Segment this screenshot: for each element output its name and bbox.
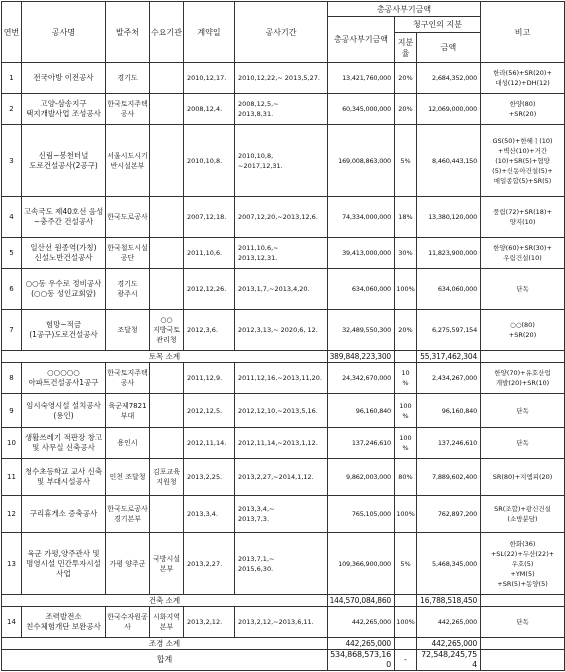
cell-project: 청수초등학교 교사 신축 및 부대시설공사 [22,459,106,496]
cell-total-amount: 39,413,000,000 [328,238,395,269]
cell-period: 2011,10,6,~ 2013,12,31. [235,238,328,269]
cell-total-amount: 169,008,863,000 [328,125,395,197]
cell-share: 5% [395,125,417,197]
header-claimant-group: 청구인의 지분 [395,17,481,33]
cell-demand [150,363,184,394]
table-row [2,238,565,269]
cell-note: 단독 [481,607,565,638]
cell-contract-date: 2013,2,25. [184,459,235,496]
cell-demand [150,394,184,428]
header-amount-group: 총공사부기금액 [328,2,481,17]
cell-demand [150,197,184,238]
cell-share: 100% [395,269,417,310]
cell-share: 20% [395,63,417,94]
cell-period: 2012,12,10,~2013,5,16. [235,394,328,428]
subtotal-landscape-row-claim-amount: 442,265,000 [417,638,481,650]
header-note: 비고 [481,2,565,63]
table-row [2,459,565,496]
cell-no: 9 [2,394,22,428]
cell-share: 5% [395,533,417,595]
header-contract-date: 계약일 [184,2,235,63]
cell-total-amount: 13,421,760,000 [328,63,395,94]
header-total-amount: 총공사부기금액 [328,17,395,63]
cell-note: GS(50)+한혜ㅣ(10) +벽산(10)+거간 (10)+SR(5)+협양 (5)+신동아건설(5)+ 매일종합(5)+SR(5) [481,125,565,197]
cell-demand: 시화지역본부 [150,607,184,638]
cell-contract-date: 2013,3,4. [184,496,235,533]
cell-note: 단독 [481,428,565,459]
subtotal-landscape-row-note [481,638,565,650]
cell-period: 2007,12,20,~2013,12,6. [235,197,328,238]
table-row [2,394,565,428]
cell-contract-date: 2012,12,5. [184,394,235,428]
grand-total-row-total-amount: 534,868,573,160 [328,650,395,671]
cell-period: 2011,12,16,~2013,11,20. [235,363,328,394]
cell-demand: 국방시설본부 [150,533,184,595]
table-row [2,125,565,197]
cell-claim-amount: 137,246,610 [417,428,481,459]
cell-client: 한국도로공사 경기본부 [106,496,150,533]
cell-project: 고속국도 제40호선 음성~충주간 건설공사 [22,197,106,238]
table-row [2,269,565,310]
cell-share: 20% [395,94,417,125]
cell-project: 험망~적금 (1공구)도로건설공사 [22,310,106,351]
header-client: 발주처 [106,2,150,63]
subtotal-civil-row-share [395,351,417,363]
cell-client: 경기도 광주시 [106,269,150,310]
header-period: 공사기간 [235,2,328,63]
cell-project: 생활쓰레기 적판장 창고 및 사무실 신축공사 [22,428,106,459]
cell-project: 신림~봉천터널 도로건설공사(2공구) [22,125,106,197]
header-project: 공사명 [22,2,106,63]
subtotal-building-row-total-amount: 144,570,084,860 [328,595,395,607]
cell-total-amount: 96,160,840 [328,394,395,428]
subtotal-landscape-row-label: 조경 소계 [2,638,328,650]
cell-contract-date: 2010,12,17. [184,63,235,94]
cell-client: 가평 양주군 [106,533,150,595]
cell-client: 서울시도시기반시설본부 [106,125,150,197]
cell-contract-date: 2011,10,6. [184,238,235,269]
cell-no: 6 [2,269,22,310]
cell-period: 2010,10,8, ~2017,12,31. [235,125,328,197]
cell-note: 단독 [481,269,565,310]
table-row [2,607,565,638]
cell-demand [150,238,184,269]
cell-share: 100% [395,607,417,638]
cell-note: SR(조합)+광신건설 (소방분담) [481,496,565,533]
cell-period: 2012,3,13,~ 2020,6, 12. [235,310,328,351]
cell-contract-date: 2013,2,12. [184,607,235,638]
cell-period: 2013,2,12,~2013,6,11. [235,607,328,638]
cell-project: 육군 가평,양주관사 및 명영시설 민간투자시설 사업 [22,533,106,595]
cell-total-amount: 109,366,900,000 [328,533,395,595]
cell-no: 10 [2,428,22,459]
cell-total-amount: 74,334,000,000 [328,197,395,238]
cell-client: 경기도 [106,63,150,94]
cell-claim-amount: 762,897,200 [417,496,481,533]
table-row [2,496,565,533]
subtotal-building-row-note [481,595,565,607]
cell-client: 한국수자원공사 [106,607,150,638]
cell-contract-date: 2013,2,27. [184,533,235,595]
cell-no: 1 [2,63,22,94]
table-row [2,428,565,459]
cell-total-amount: 634,060,000 [328,269,395,310]
cell-share: 30% [395,238,417,269]
cell-contract-date: 2011,12,9. [184,363,235,394]
cell-total-amount: 765,105,000 [328,496,395,533]
cell-period: 2008,12,5,~ 2013,8,31. [235,94,328,125]
cell-claim-amount: 7,889,602,400 [417,459,481,496]
cell-demand [150,125,184,197]
header-demand: 수요기관 [150,2,184,63]
grand-total-row-claim-amount: 72,548,245,754 [417,650,481,671]
cell-period: 2013,7,1,~ 2015,6,30. [235,533,328,595]
cell-note: 한라(56)+SR(20)+ 대성(12)+DH(12) [481,63,565,94]
subtotal-building-row-label: 건축 소계 [2,595,328,607]
subtotal-landscape-row-total-amount: 442,265,000 [328,638,395,650]
cell-demand [150,63,184,94]
cell-no: 5 [2,238,22,269]
cell-client: 한국도로공사 [106,197,150,238]
cell-share: 20% [395,310,417,351]
cell-no: 13 [2,533,22,595]
subtotal-building-row [2,595,565,607]
cell-demand [150,428,184,459]
subtotal-civil-row-total-amount: 389,848,223,300 [328,351,395,363]
table-row [2,63,565,94]
cell-share: 100 % [395,394,417,428]
cell-share: 10 % [395,363,417,394]
cell-no: 11 [2,459,22,496]
cell-claim-amount: 96,160,840 [417,394,481,428]
cell-client: 용인시 [106,428,150,459]
cell-project: 일산선 원종역(가칭) 신설노반건설공사 [22,238,106,269]
cell-demand [150,269,184,310]
header-claim-amount: 금액 [417,33,481,63]
header-no: 연번 [2,2,22,63]
cell-note: 한양(70)+유호산업 개발(20)+SR(10) [481,363,565,394]
cell-claim-amount: 8,460,443,150 [417,125,481,197]
grand-total-row [2,650,565,671]
table-row [2,197,565,238]
subtotal-building-row-claim-amount: 16,788,518,450 [417,595,481,607]
cell-no: 3 [2,125,22,197]
contracts-table [1,1,565,671]
cell-period: 2013,1,7,~2013,4,20. [235,269,328,310]
header-share: 지분율 [395,33,417,63]
cell-contract-date: 2012,11,14. [184,428,235,459]
cell-project: 조력발전소 친수체험개단 보완공사 [22,607,106,638]
cell-project: 구리휴게소 증축공사 [22,496,106,533]
cell-share: 80% [395,459,417,496]
cell-project: ○○○○○아파트건설공사1공구 [22,363,106,394]
cell-contract-date: 2008,12,4. [184,94,235,125]
cell-demand [150,496,184,533]
cell-period: 2013,2,27,~2014,1,12. [235,459,328,496]
cell-note: 한양(80) +SR(20) [481,94,565,125]
cell-total-amount: 9,862,003,000 [328,459,395,496]
grand-total-row-note [481,650,565,671]
cell-no: 4 [2,197,22,238]
cell-contract-date: 2010,10,8. [184,125,235,197]
cell-project: ○○동 우수로 정비공사 (○○동 성인교회앞) [22,269,106,310]
cell-note: 단독 [481,394,565,428]
cell-claim-amount: 5,468,345,000 [417,533,481,595]
cell-client: 한국토지주택공사 [106,363,150,394]
cell-note: 한양(60)+SR(30)+ 우림건설(10) [481,238,565,269]
table-body [2,63,565,671]
cell-claim-amount: 2,434,267,000 [417,363,481,394]
table-row [2,310,565,351]
table-row [2,363,565,394]
table-row [2,94,565,125]
cell-no: 12 [2,496,22,533]
subtotal-landscape-row [2,638,565,650]
cell-note: 한화(36) +SL(22)+두산(22)+ 우호(5) +YM(5) +SR(5)+동양(5) [481,533,565,595]
table-row [2,533,565,595]
cell-period: 2013,3,4,~ 2013,7,3. [235,496,328,533]
subtotal-landscape-row-share [395,638,417,650]
cell-period: 2012,11,14,~2013,1,12. [235,428,328,459]
cell-contract-date: 2012,12,26. [184,269,235,310]
cell-demand [150,94,184,125]
cell-claim-amount: 442,265,000 [417,607,481,638]
cell-project: 전국아방 이전공사 [22,63,106,94]
subtotal-civil-row [2,351,565,363]
cell-total-amount: 24,342,670,000 [328,363,395,394]
subtotal-civil-row-note [481,351,565,363]
cell-client: 인천 조달청 [106,459,150,496]
cell-share: 100% [395,496,417,533]
cell-claim-amount: 11,823,900,000 [417,238,481,269]
cell-contract-date: 2012,3,6. [184,310,235,351]
subtotal-civil-row-claim-amount: 55,317,462,304 [417,351,481,363]
cell-claim-amount: 6,275,597,154 [417,310,481,351]
cell-contract-date: 2007,12,18. [184,197,235,238]
cell-total-amount: 442,265,000 [328,607,395,638]
cell-note: 풍림(72)+SR(18)+ 양지(10) [481,197,565,238]
cell-total-amount: 32,489,550,300 [328,310,395,351]
cell-claim-amount: 2,684,352,000 [417,63,481,94]
grand-total-row-label: 합계 [2,650,328,671]
cell-share: 18% [395,197,417,238]
cell-total-amount: 137,246,610 [328,428,395,459]
cell-demand: 김포교육지원청 [150,459,184,496]
cell-client: 한국철도시설공단 [106,238,150,269]
cell-project: 고양-삼송지구 택지개발사업 조성공사 [22,94,106,125]
cell-claim-amount: 634,060,000 [417,269,481,310]
grand-total-row-share: - [395,650,417,671]
cell-no: 2 [2,94,22,125]
cell-no: 14 [2,607,22,638]
subtotal-civil-row-label: 토목 소계 [2,351,328,363]
cell-client: 육군제7821부대 [106,394,150,428]
cell-no: 8 [2,363,22,394]
cell-share: 100 % [395,428,417,459]
cell-period: 2010,12,22,~ 2013,5,27. [235,63,328,94]
cell-note: SR(80)+지엠피(20) [481,459,565,496]
cell-demand: ○○지방국토관리청 [150,310,184,351]
subtotal-building-row-share [395,595,417,607]
cell-project: 임시숙영시설 설치공사(용인) [22,394,106,428]
cell-claim-amount: 12,069,000,000 [417,94,481,125]
cell-client: 한국토지주택공사 [106,94,150,125]
cell-total-amount: 60,345,000,000 [328,94,395,125]
cell-no: 7 [2,310,22,351]
cell-client: 조달청 [106,310,150,351]
cell-note: ○○(80) +SR(20) [481,310,565,351]
cell-claim-amount: 13,380,120,000 [417,197,481,238]
